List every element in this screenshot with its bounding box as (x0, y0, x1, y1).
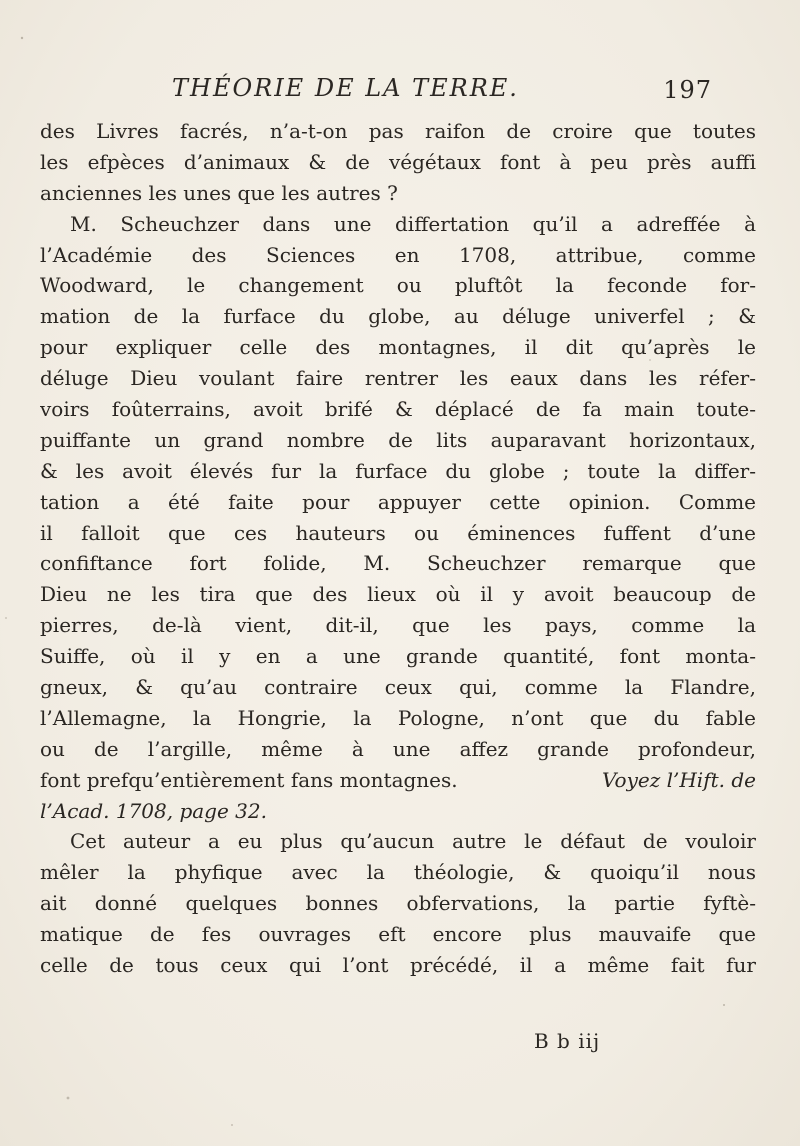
text-line: celle de tous ceux qui l’ont précédé, il a même fait fur (40, 953, 756, 978)
text-line: matique de fes ouvrages eft encore plus mauvaife que (40, 922, 756, 947)
text-line: les efpèces d’animaux & de végétaux font à peu près auffi (40, 149, 756, 174)
paragraph-start-line: M. Scheuchzer dans une differtation qu’il a adreffée à (70, 211, 756, 236)
text-line: Dieu ne les tira que des lieux où il y avoit beaucoup de (40, 582, 756, 607)
signature-mark: B b iij (534, 1029, 601, 1053)
text-line: déluge Dieu voulant faire rentrer les eaux dans les réfer- (40, 366, 756, 391)
paragraph-start-line: Cet auteur a eu plus qu’aucun autre le défaut de vouloir (70, 829, 756, 854)
text-line: ou de l’argille, même à une affez grande profondeur, (40, 736, 756, 761)
text-line: Woodward, le changement ou pluftôt la feconde for- (40, 273, 756, 298)
text-line-with-citation (40, 765, 756, 796)
text-line: gneux, & qu’au contraire ceux qui, comme la Flandre, (40, 675, 756, 700)
text-line: des Livres facrés, n’a-t-on pas raifon de croire que toutes (40, 119, 756, 143)
text-line: l’Académie des Sciences en 1708, attribue, comme (40, 242, 756, 267)
text-line: ait donné quelques bonnes obfervations, la partie fyftè- (40, 891, 756, 916)
page-header (172, 74, 712, 110)
text-line: & les avoit élevés fur la furface du globe ; toute la differ- (40, 458, 756, 483)
text-line: mêler la phyfique avec la théologie, & quoiqu’il nous (40, 860, 756, 885)
text-line: confiftance fort folide, M. Scheuchzer remarque que (40, 551, 756, 576)
text-line: Suiffe, où il y en a une grande quantité, font monta- (40, 644, 756, 669)
text-line: l’Allemagne, la Hongrie, la Pologne, n’ont que du fable (40, 705, 756, 730)
text-fragment: font prefqu’entièrement fans montagnes. (40, 767, 458, 792)
citation-reference: Voyez l’Hift. de (601, 767, 756, 792)
body-text (40, 116, 756, 981)
text-line: mation de la furface du globe, au déluge univerfel ; & (40, 304, 756, 329)
text-line: puiffante un grand nombre de lits auparavant horizontaux, (40, 427, 756, 452)
text-line: pour expliquer celle des montagnes, il dit qu’après le (40, 335, 756, 360)
text-line: voirs foûterrains, avoit brifé & déplacé de fa main toute- (40, 397, 756, 422)
text-line: il falloit que ces hauteurs ou éminences fuffent d’une (40, 520, 756, 545)
text-line: anciennes les unes que les autres ? (40, 180, 398, 205)
page-number: 197 (663, 76, 712, 104)
text-line: pierres, de-là vient, dit-il, que les pays, comme la (40, 613, 756, 638)
running-title: THÉORIE DE LA TERRE. (172, 74, 519, 102)
text-line: tation a été faite pour appuyer cette opinion. Comme (40, 489, 756, 514)
citation-reference-continued: l’Acad. 1708, page 32. (40, 798, 267, 823)
